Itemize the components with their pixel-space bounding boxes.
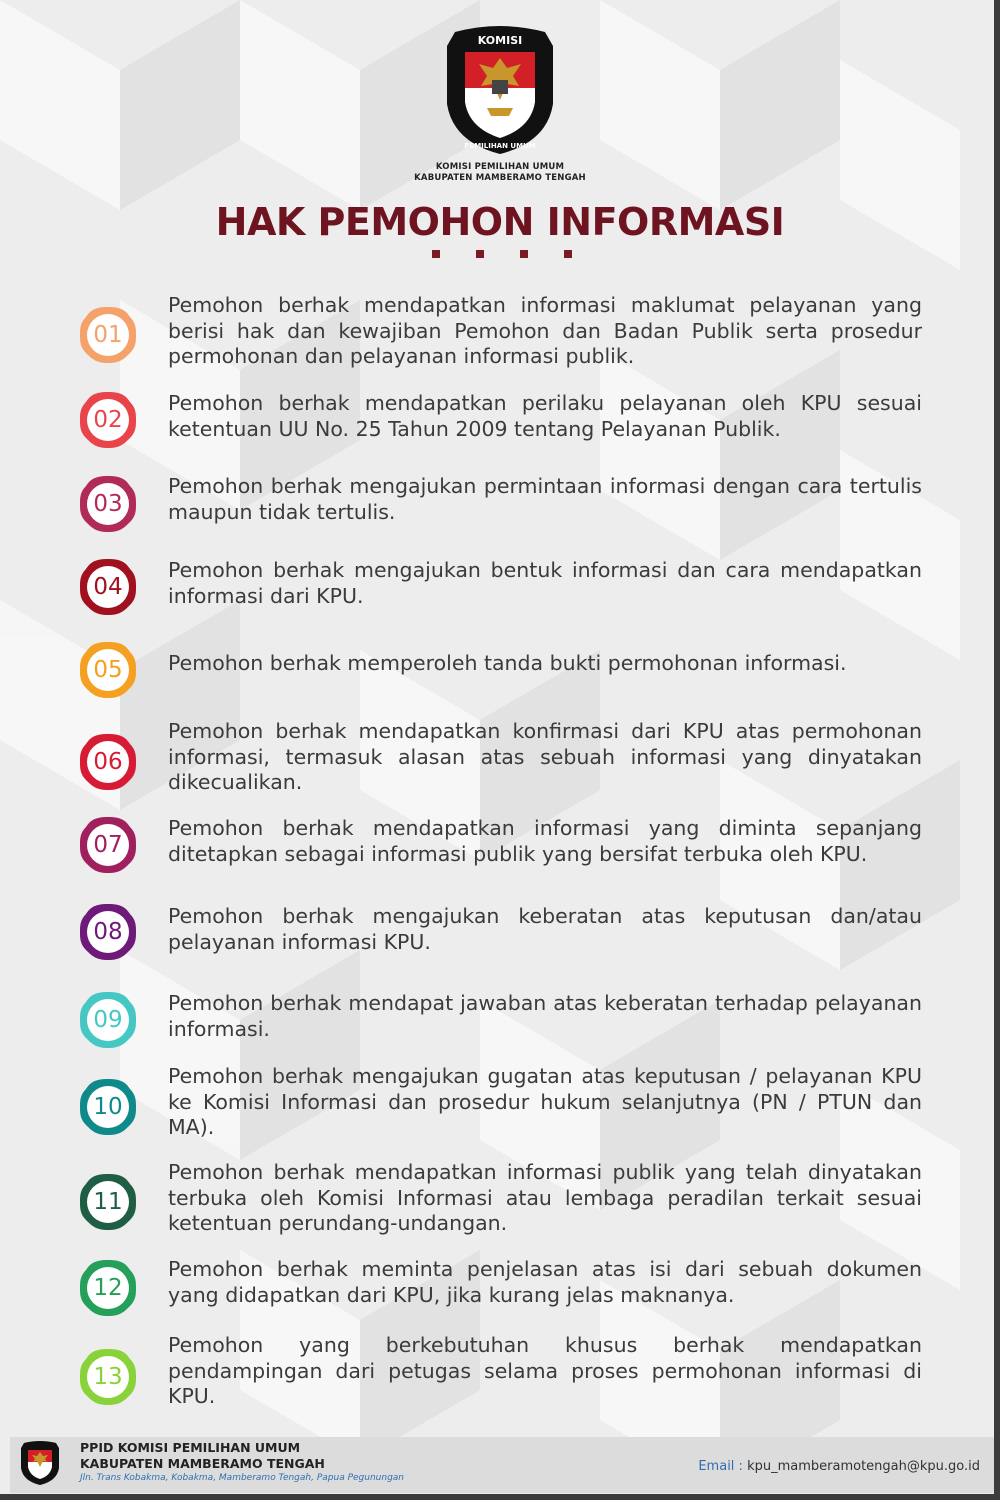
number-badge	[78, 305, 138, 365]
footer-email	[698, 1459, 980, 1474]
item-number: 13	[93, 1364, 123, 1390]
number-badge	[78, 902, 138, 962]
item-text: Pemohon berhak mendapatkan informasi maklumat pelayanan yang berisi hak dan kewajiban Pemohon dan Badan Publik serta prosedur permohonan dan pelayanan informasi publik.	[168, 293, 922, 368]
item-text: Pemohon yang berkebutuhan khusus berhak mendapatkan pendampingan dari petugas selama proses permohonan informasi di KPU.	[168, 1333, 922, 1408]
org-line1: KOMISI PEMILIHAN UMUM	[435, 162, 565, 172]
number-badge	[78, 557, 138, 617]
item-text: Pemohon berhak mendapatkan perilaku pelayanan oleh KPU sesuai ketentuan UU No. 25 Tahun 2009 tentang Pelayanan Publik.	[168, 391, 922, 441]
number-badge	[78, 1172, 138, 1232]
item-text: Pemohon berhak mengajukan keberatan atas keputusan dan/atau pelayanan informasi KPU.	[168, 904, 922, 954]
footer-kpu-logo	[20, 1440, 60, 1486]
number-badge	[78, 1347, 138, 1407]
item-text: Pemohon berhak mendapatkan konfirmasi dari KPU atas permohonan informasi, termasuk alasan atas sebuah informasi yang dinyatakan dikecualikan.	[168, 719, 922, 794]
kpu-logo	[443, 24, 557, 156]
page-title: HAK PEMOHON INFORMASI	[215, 200, 785, 244]
number-badge	[78, 1258, 138, 1318]
item-number: 02	[93, 407, 123, 433]
item-text: Pemohon berhak meminta penjelasan atas isi dari sebuah dokumen yang didapatkan dari KPU, jika kurang jelas maknanya.	[168, 1257, 922, 1307]
item-text: Pemohon berhak memperoleh tanda bukti permohonan informasi.	[168, 651, 847, 675]
item-number: 08	[93, 919, 123, 945]
item-text: Pemohon berhak mendapatkan informasi yang diminta sepanjang ditetapkan sebagai informasi publik yang bersifat terbuka oleh KPU.	[168, 816, 922, 866]
logo-top-text: KOMISI	[477, 34, 523, 47]
item-text: Pemohon berhak mendapat jawaban atas keberatan terhadap pelayanan informasi.	[168, 991, 922, 1041]
number-badge	[78, 1077, 138, 1137]
logo-bottom-text: PEMILIHAN UMUM	[464, 142, 536, 150]
number-badge	[78, 815, 138, 875]
footer-address: Jln. Trans Kobakma, Kobakma, Mamberamo Tengah, Papua Pegunungan	[80, 1473, 404, 1483]
footer-line1: PPID KOMISI PEMILIHAN UMUM	[80, 1440, 301, 1455]
item-text: Pemohon berhak mengajukan permintaan informasi dengan cara tertulis maupun tidak tertulis.	[168, 474, 922, 524]
email-address[interactable]: kpu_mamberamotengah@kpu.go.id	[747, 1459, 980, 1474]
item-number: 12	[93, 1275, 123, 1301]
number-badge	[78, 390, 138, 450]
item-number: 04	[93, 574, 123, 600]
item-text: Pemohon berhak mengajukan gugatan atas keputusan / pelayanan KPU ke Komisi Informasi dan prosedur hukum selanjutnya (PN / PTUN dan MA).	[168, 1064, 922, 1139]
item-number: 01	[93, 322, 123, 348]
number-badge	[78, 640, 138, 700]
number-badge	[78, 990, 138, 1050]
item-text: Pemohon berhak mengajukan bentuk informasi dan cara mendapatkan informasi dari KPU.	[168, 558, 922, 608]
org-line2: KABUPATEN MAMBERAMO TENGAH	[414, 173, 586, 183]
item-number: 06	[93, 749, 123, 775]
item-number: 07	[93, 832, 123, 858]
item-text: Pemohon berhak mendapatkan informasi publik yang telah dinyatakan terbuka oleh Komisi Informasi atau lembaga peradilan terkait sesuai ketentuan perundang-undangan.	[168, 1160, 922, 1235]
item-number: 03	[93, 491, 123, 517]
item-number: 10	[93, 1094, 123, 1120]
footer-line2: KABUPATEN MAMBERAMO TENGAH	[80, 1456, 325, 1471]
item-number: 09	[93, 1007, 123, 1033]
number-badge	[78, 474, 138, 534]
number-badge	[78, 732, 138, 792]
email-label: Email :	[698, 1459, 743, 1474]
page-shadow-bottom	[0, 1494, 1000, 1500]
item-number: 05	[93, 657, 123, 683]
title-dots	[432, 250, 572, 258]
org-name	[340, 162, 660, 184]
item-number: 11	[93, 1189, 123, 1215]
